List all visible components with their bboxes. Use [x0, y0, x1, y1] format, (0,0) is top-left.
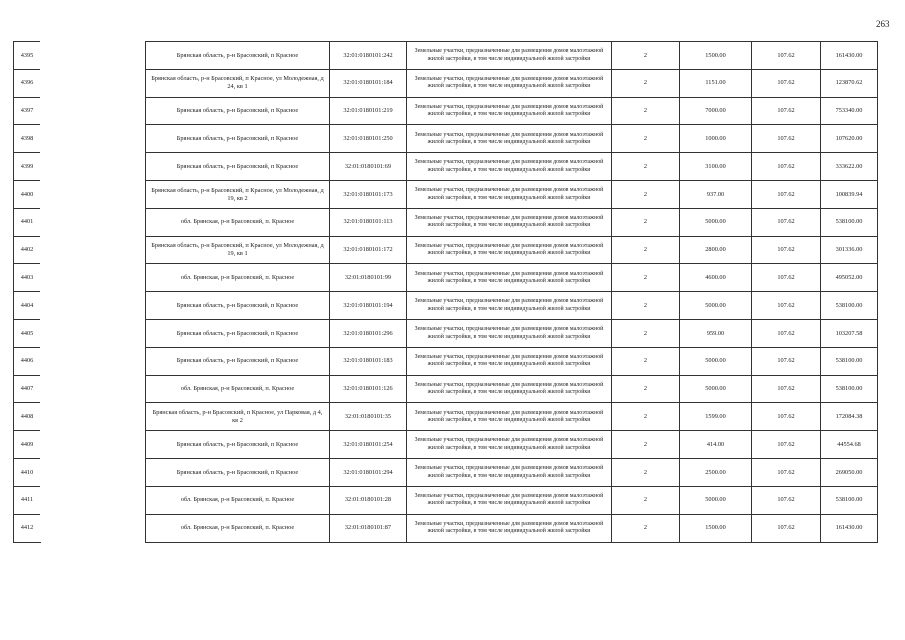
row-number-cell: 4400: [13, 180, 40, 208]
rate-cell: 107.62: [751, 180, 820, 208]
rate-cell: 107.62: [751, 486, 820, 514]
land-use-description-cell: Земельные участки, предназначенные для размещения домов малоэтажной жилой застройки, в том числе индивидуальной жилой застройки: [406, 514, 611, 542]
row-number-cell: 4412: [13, 514, 40, 542]
cadastral-number-cell: 32:01:0180101:35: [329, 402, 406, 430]
rate-cell: 107.62: [751, 41, 820, 69]
area-cell: 1151.00: [679, 69, 751, 97]
category-code-cell: 2: [611, 263, 679, 291]
address-cell: обл. Брянская, р-н Брасовский, п. Красное: [145, 375, 329, 403]
land-use-description-cell: Земельные участки, предназначенные для размещения домов малоэтажной жилой застройки, в том числе индивидуальной жилой застройки: [406, 236, 611, 264]
rate-cell: 107.62: [751, 263, 820, 291]
rate-cell: 107.62: [751, 347, 820, 375]
cadastral-number-cell: 32:01:0180101:294: [329, 458, 406, 486]
category-code-cell: 2: [611, 347, 679, 375]
cadastral-value-cell: 100839.94: [820, 180, 878, 208]
address-cell: Брянская область, р-н Брасовский, п Красное, ул Молодежная, д 19, кв 1: [145, 236, 329, 264]
land-use-description-cell: Земельные участки, предназначенные для размещения домов малоэтажной жилой застройки, в том числе индивидуальной жилой застройки: [406, 41, 611, 69]
cadastral-value-cell: 753340.00: [820, 97, 878, 125]
cadastral-value-cell: 538100.00: [820, 347, 878, 375]
cadastral-number-cell: 32:01:0180101:126: [329, 375, 406, 403]
address-cell: Брянская область, р-н Брасовский, п Красное: [145, 430, 329, 458]
rate-cell: 107.62: [751, 291, 820, 319]
cadastral-number-cell: 32:01:0180101:254: [329, 430, 406, 458]
address-cell: Брянская область, р-н Брасовский, п Красное: [145, 319, 329, 347]
category-code-cell: 2: [611, 486, 679, 514]
row-number-cell: 4396: [13, 69, 40, 97]
category-code-cell: 2: [611, 319, 679, 347]
cadastral-value-cell: 538100.00: [820, 208, 878, 236]
table-row: [13, 41, 878, 69]
land-use-description-cell: Земельные участки, предназначенные для размещения домов малоэтажной жилой застройки, в том числе индивидуальной жилой застройки: [406, 486, 611, 514]
table-row: [13, 375, 878, 403]
rate-cell: 107.62: [751, 458, 820, 486]
address-cell: Брянская область, р-н Брасовский, п Красное: [145, 458, 329, 486]
cadastral-number-cell: 32:01:0180101:99: [329, 263, 406, 291]
land-use-description-cell: Земельные участки, предназначенные для размещения домов малоэтажной жилой застройки, в том числе индивидуальной жилой застройки: [406, 291, 611, 319]
area-cell: 1500.00: [679, 514, 751, 542]
row-number-cell: 4398: [13, 124, 40, 152]
area-cell: 1500.00: [679, 41, 751, 69]
page-number: 263: [876, 19, 890, 29]
cadastral-number-cell: 32:01:0180101:69: [329, 152, 406, 180]
category-code-cell: 2: [611, 514, 679, 542]
land-use-description-cell: Земельные участки, предназначенные для размещения домов малоэтажной жилой застройки, в том числе индивидуальной жилой застройки: [406, 97, 611, 125]
area-cell: 2500.00: [679, 458, 751, 486]
area-cell: 5000.00: [679, 208, 751, 236]
land-use-description-cell: Земельные участки, предназначенные для размещения домов малоэтажной жилой застройки, в том числе индивидуальной жилой застройки: [406, 375, 611, 403]
land-use-description-cell: Земельные участки, предназначенные для размещения домов малоэтажной жилой застройки, в том числе индивидуальной жилой застройки: [406, 180, 611, 208]
land-cadastre-table: [13, 41, 878, 542]
area-cell: 414.00: [679, 430, 751, 458]
row-number-cell: 4401: [13, 208, 40, 236]
cadastral-number-cell: 32:01:0180101:28: [329, 486, 406, 514]
table-row: [13, 97, 878, 125]
cadastral-number-cell: 32:01:0180101:242: [329, 41, 406, 69]
category-code-cell: 2: [611, 236, 679, 264]
table-row: [13, 69, 878, 97]
category-code-cell: 2: [611, 97, 679, 125]
address-cell: обл. Брянская, р-н Брасовский, п. Красное: [145, 486, 329, 514]
area-cell: 2800.00: [679, 236, 751, 264]
table-row: [13, 486, 878, 514]
area-cell: 5000.00: [679, 347, 751, 375]
cadastral-number-cell: 32:01:0180101:173: [329, 180, 406, 208]
row-number-cell: 4403: [13, 263, 40, 291]
land-use-description-cell: Земельные участки, предназначенные для размещения домов малоэтажной жилой застройки, в том числе индивидуальной жилой застройки: [406, 208, 611, 236]
address-cell: Брянская область, р-н Брасовский, п Красное, ул Молодежная, д 19, кв 2: [145, 180, 329, 208]
address-cell: обл. Брянская, р-н Брасовский, п. Красное: [145, 208, 329, 236]
area-cell: 7000.00: [679, 97, 751, 125]
rate-cell: 107.62: [751, 69, 820, 97]
address-cell: Брянская область, р-н Брасовский, п Красное: [145, 41, 329, 69]
table-row: [13, 458, 878, 486]
rate-cell: 107.62: [751, 236, 820, 264]
cadastral-value-cell: 44554.68: [820, 430, 878, 458]
row-number-cell: 4409: [13, 430, 40, 458]
rate-cell: 107.62: [751, 375, 820, 403]
table-row: [13, 514, 878, 542]
area-cell: 5000.00: [679, 375, 751, 403]
cadastral-value-cell: 123870.62: [820, 69, 878, 97]
row-number-cell: 4411: [13, 486, 40, 514]
table-bottom-border: [145, 542, 878, 543]
row-number-cell: 4404: [13, 291, 40, 319]
cadastral-number-cell: 32:01:0180101:113: [329, 208, 406, 236]
address-cell: Брянская область, р-н Брасовский, п Красное: [145, 347, 329, 375]
area-cell: 1000.00: [679, 124, 751, 152]
address-cell: обл. Брянская, р-н Брасовский, п. Красное: [145, 514, 329, 542]
row-number-cell: 4410: [13, 458, 40, 486]
land-use-description-cell: Земельные участки, предназначенные для размещения домов малоэтажной жилой застройки, в том числе индивидуальной жилой застройки: [406, 69, 611, 97]
rate-cell: 107.62: [751, 430, 820, 458]
land-use-description-cell: Земельные участки, предназначенные для размещения домов малоэтажной жилой застройки, в том числе индивидуальной жилой застройки: [406, 402, 611, 430]
category-code-cell: 2: [611, 69, 679, 97]
address-cell: Брянская область, р-н Брасовский, п Красное, ул Молодежная, д 24, кв 1: [145, 69, 329, 97]
area-cell: 3100.00: [679, 152, 751, 180]
category-code-cell: 2: [611, 458, 679, 486]
category-code-cell: 2: [611, 41, 679, 69]
table-row: [13, 319, 878, 347]
cadastral-value-cell: 538100.00: [820, 486, 878, 514]
address-cell: Брянская область, р-н Брасовский, п Красное, ул Парковая, д 4, кв 2: [145, 402, 329, 430]
cadastral-value-cell: 538100.00: [820, 291, 878, 319]
category-code-cell: 2: [611, 152, 679, 180]
land-use-description-cell: Земельные участки, предназначенные для размещения домов малоэтажной жилой застройки, в том числе индивидуальной жилой застройки: [406, 430, 611, 458]
row-number-cell: 4397: [13, 97, 40, 125]
rate-cell: 107.62: [751, 514, 820, 542]
land-use-description-cell: Земельные участки, предназначенные для размещения домов малоэтажной жилой застройки, в том числе индивидуальной жилой застройки: [406, 124, 611, 152]
row-number-cell: 4406: [13, 347, 40, 375]
rate-cell: 107.62: [751, 124, 820, 152]
category-code-cell: 2: [611, 180, 679, 208]
table-row: [13, 291, 878, 319]
address-cell: Брянская область, р-н Брасовский, п Красное: [145, 97, 329, 125]
table-bottom-border: [13, 542, 41, 543]
category-code-cell: 2: [611, 402, 679, 430]
cadastral-number-cell: 32:01:0180101:250: [329, 124, 406, 152]
row-number-cell: 4402: [13, 236, 40, 264]
land-use-description-cell: Земельные участки, предназначенные для размещения домов малоэтажной жилой застройки, в том числе индивидуальной жилой застройки: [406, 319, 611, 347]
cadastral-value-cell: 161430.00: [820, 514, 878, 542]
row-number-cell: 4395: [13, 41, 40, 69]
table-row: [13, 347, 878, 375]
cadastral-value-cell: 333622.00: [820, 152, 878, 180]
cadastral-value-cell: 172084.38: [820, 402, 878, 430]
cadastral-value-cell: 103207.58: [820, 319, 878, 347]
rate-cell: 107.62: [751, 152, 820, 180]
table-row: [13, 152, 878, 180]
address-cell: Брянская область, р-н Брасовский, п Красное: [145, 152, 329, 180]
area-cell: 937.00: [679, 180, 751, 208]
category-code-cell: 2: [611, 291, 679, 319]
cadastral-number-cell: 32:01:0180101:183: [329, 347, 406, 375]
category-code-cell: 2: [611, 124, 679, 152]
cadastral-number-cell: 32:01:0180101:87: [329, 514, 406, 542]
cadastral-value-cell: 107620.00: [820, 124, 878, 152]
address-cell: Брянская область, р-н Брасовский, п Красное: [145, 291, 329, 319]
table-row: [13, 430, 878, 458]
row-number-cell: 4407: [13, 375, 40, 403]
cadastral-number-cell: 32:01:0180101:184: [329, 69, 406, 97]
cadastral-number-cell: 32:01:0180101:296: [329, 319, 406, 347]
area-cell: 959.00: [679, 319, 751, 347]
area-cell: 5000.00: [679, 291, 751, 319]
land-use-description-cell: Земельные участки, предназначенные для размещения домов малоэтажной жилой застройки, в том числе индивидуальной жилой застройки: [406, 152, 611, 180]
table-row: [13, 236, 878, 264]
cadastral-value-cell: 269050.00: [820, 458, 878, 486]
table-row: [13, 402, 878, 430]
cadastral-number-cell: 32:01:0180101:172: [329, 236, 406, 264]
table-row: [13, 208, 878, 236]
area-cell: 5000.00: [679, 486, 751, 514]
category-code-cell: 2: [611, 208, 679, 236]
area-cell: 4600.00: [679, 263, 751, 291]
address-cell: обл. Брянская, р-н Брасовский, п. Красное: [145, 263, 329, 291]
category-code-cell: 2: [611, 375, 679, 403]
cadastral-number-cell: 32:01:0180101:194: [329, 291, 406, 319]
cadastral-value-cell: 161430.00: [820, 41, 878, 69]
land-use-description-cell: Земельные участки, предназначенные для размещения домов малоэтажной жилой застройки, в том числе индивидуальной жилой застройки: [406, 263, 611, 291]
rate-cell: 107.62: [751, 402, 820, 430]
row-number-cell: 4399: [13, 152, 40, 180]
address-cell: Брянская область, р-н Брасовский, п Красное: [145, 124, 329, 152]
rate-cell: 107.62: [751, 97, 820, 125]
category-code-cell: 2: [611, 430, 679, 458]
cadastral-number-cell: 32:01:0180101:219: [329, 97, 406, 125]
table-row: [13, 180, 878, 208]
cadastral-value-cell: 495052.00: [820, 263, 878, 291]
land-use-description-cell: Земельные участки, предназначенные для размещения домов малоэтажной жилой застройки, в том числе индивидуальной жилой застройки: [406, 458, 611, 486]
land-use-description-cell: Земельные участки, предназначенные для размещения домов малоэтажной жилой застройки, в том числе индивидуальной жилой застройки: [406, 347, 611, 375]
rate-cell: 107.62: [751, 208, 820, 236]
rate-cell: 107.62: [751, 319, 820, 347]
row-number-cell: 4405: [13, 319, 40, 347]
area-cell: 1599.00: [679, 402, 751, 430]
row-number-cell: 4408: [13, 402, 40, 430]
table-row: [13, 124, 878, 152]
table-row: [13, 263, 878, 291]
cadastral-value-cell: 301336.00: [820, 236, 878, 264]
cadastral-value-cell: 538100.00: [820, 375, 878, 403]
